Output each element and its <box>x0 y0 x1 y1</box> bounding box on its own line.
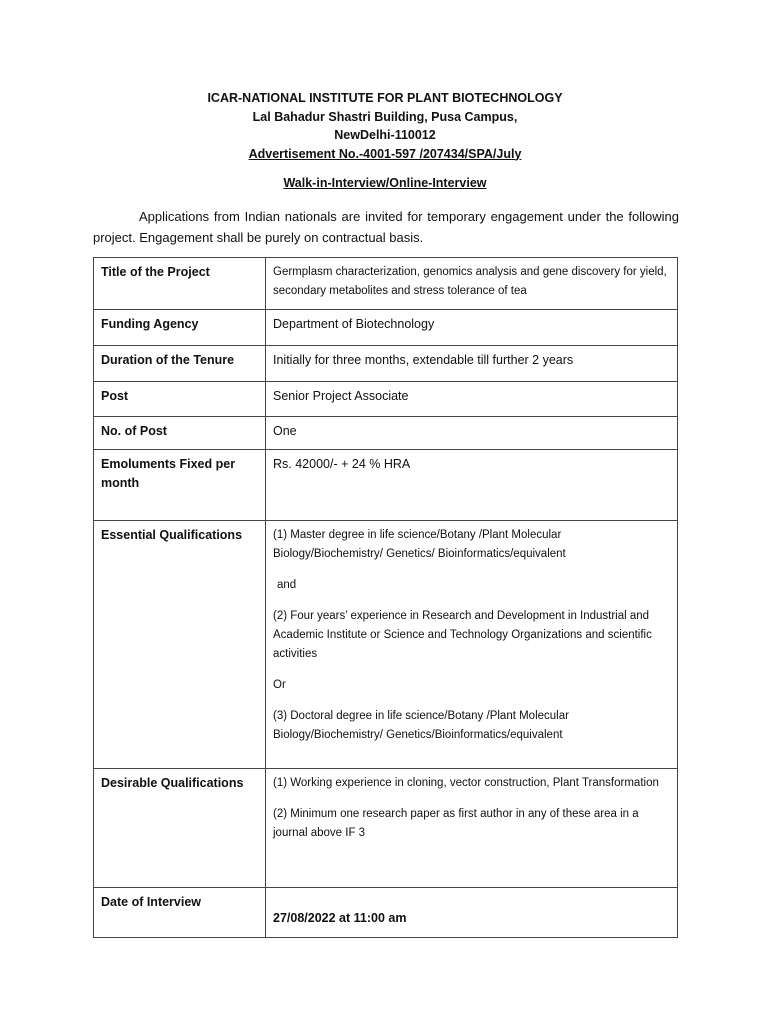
desirable-qualifications-value <box>266 769 678 888</box>
desirable-qualification-item: (2) Minimum one research paper as first author in any of these area in a journal above IF 3 <box>273 808 639 839</box>
emoluments-label: Emoluments Fixed per month <box>94 450 266 521</box>
table-row <box>94 382 678 417</box>
essential-qualification-item: (1) Master degree in life science/Botany /Plant Molecular Biology/Biochemistry/ Genetics/ Bioinformatics/equivalent <box>273 529 566 560</box>
table-row <box>94 450 678 521</box>
essential-qualifications-value <box>266 521 678 769</box>
funding-agency-label: Funding Agency <box>94 310 266 346</box>
duration-label: Duration of the Tenure <box>94 346 266 382</box>
advertisement-number: Advertisement No.-4001-597 /207434/SPA/July <box>248 146 522 161</box>
date-of-interview-label: Date of Interview <box>94 888 266 938</box>
table-row <box>94 521 678 769</box>
interview-type-heading: Walk-in-Interview/Online-Interview <box>283 176 487 190</box>
post-value: Senior Project Associate <box>266 382 678 417</box>
table-row <box>94 258 678 310</box>
desirable-qualification-item: (1) Working experience in cloning, vector construction, Plant Transformation <box>273 777 659 789</box>
title-of-project-label: Title of the Project <box>94 258 266 310</box>
emoluments-value: Rs. 42000/- + 24 % HRA <box>266 450 678 521</box>
table-row <box>94 310 678 346</box>
title-of-project-value: Germplasm characterization, genomics analysis and gene discovery for yield, secondary metabolites and stress tolerance of tea <box>266 258 678 310</box>
no-of-post-value: One <box>266 417 678 450</box>
date-of-interview-value: 27/08/2022 at 11:00 am <box>266 888 678 938</box>
table-row <box>94 417 678 450</box>
document-header <box>0 89 770 163</box>
essential-qualifications-label: Essential Qualifications <box>94 521 266 769</box>
table-row <box>94 346 678 382</box>
institute-city: NewDelhi-110012 <box>334 128 436 142</box>
project-details-table <box>93 257 678 938</box>
desirable-qualifications-label: Desirable Qualifications <box>94 769 266 888</box>
no-of-post-label: No. of Post <box>94 417 266 450</box>
essential-qualification-connector: Or <box>273 679 286 691</box>
funding-agency-value: Department of Biotechnology <box>266 310 678 346</box>
essential-qualification-connector: and <box>277 579 297 591</box>
institute-address: Lal Bahadur Shastri Building, Pusa Campus, <box>252 109 518 124</box>
essential-qualification-item: (3) Doctoral degree in life science/Botany /Plant Molecular Biology/Biochemistry/ Genetics/Bioinformatics/equivalent <box>273 710 569 741</box>
post-label: Post <box>94 382 266 417</box>
table-row <box>94 769 678 888</box>
duration-value: Initially for three months, extendable till further 2 years <box>266 346 678 382</box>
intro-paragraph: Applications from Indian nationals are invited for temporary engagement under the following project. Engagement shall be purely on contractual basis. <box>93 209 679 245</box>
essential-qualification-item: (2) Four years’ experience in Research and Development in Industrial and Academic Institute or Science and Technology Organizations and scientific activities <box>273 610 652 660</box>
institute-name: ICAR-NATIONAL INSTITUTE FOR PLANT BIOTECHNOLOGY <box>207 91 563 105</box>
table-row <box>94 888 678 938</box>
